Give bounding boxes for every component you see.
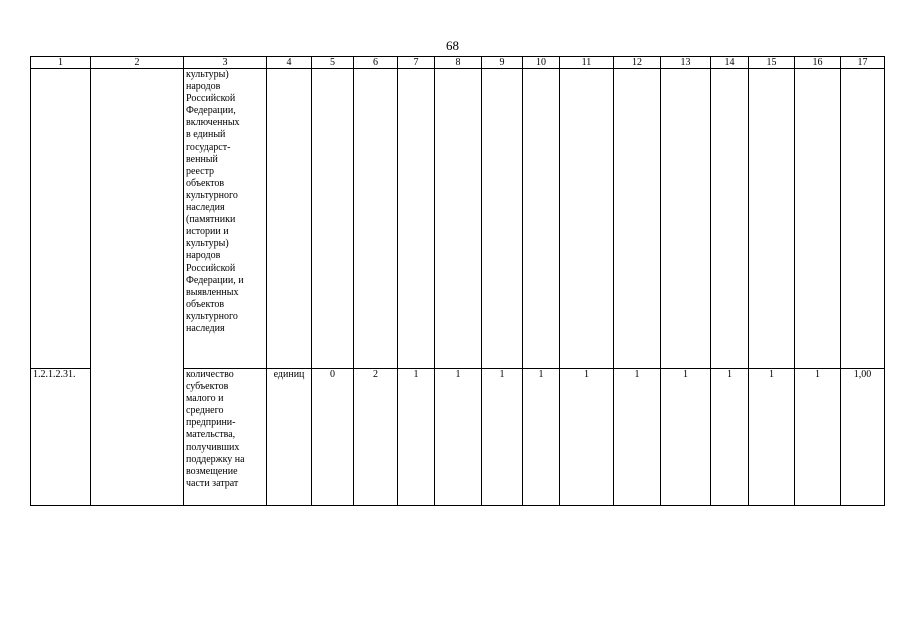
cell-empty [354, 69, 398, 369]
value-cell: 1 [398, 369, 435, 506]
header-cell: 8 [435, 57, 482, 69]
header-cell: 6 [354, 57, 398, 69]
cell-empty [841, 69, 885, 369]
header-cell: 3 [184, 57, 267, 69]
value-cell: 1 [482, 369, 523, 506]
data-table [30, 56, 885, 506]
cell-empty [31, 69, 91, 369]
cell-empty [749, 69, 795, 369]
cell-empty [482, 69, 523, 369]
cell-empty [711, 69, 749, 369]
cell-empty [523, 69, 560, 369]
indicator-text-cell: количество субъектов малого и среднего предприни- мательства, получивших поддержку на возмещение части затрат [184, 369, 267, 506]
cell-empty [435, 69, 482, 369]
table-row [31, 69, 885, 369]
value-cell: 0 [312, 369, 354, 506]
cell-empty [795, 69, 841, 369]
value-cell: 1 [435, 369, 482, 506]
value-cell: 1 [749, 369, 795, 506]
header-cell: 4 [267, 57, 312, 69]
page-number: 68 [446, 38, 459, 53]
header-cell: 15 [749, 57, 795, 69]
cell-empty [614, 69, 661, 369]
unit-cell: единиц [267, 369, 312, 506]
value-cell: 1,00 [841, 369, 885, 506]
header-cell: 10 [523, 57, 560, 69]
value-cell: 1 [711, 369, 749, 506]
header-cell: 7 [398, 57, 435, 69]
cell-empty [398, 69, 435, 369]
header-cell: 16 [795, 57, 841, 69]
header-cell: 2 [91, 57, 184, 69]
value-cell: 2 [354, 369, 398, 506]
header-cell: 13 [661, 57, 711, 69]
row-code-cell: 1.2.1.2.31. [31, 369, 91, 506]
indicator-text-cell: культуры) народов Российской Федерации, включенных в единый государст- венный реестр объектов культурного наследия (памятники истории и культуры) народов Российской Федерации, и выявленных объектов культурного наследия [184, 69, 267, 369]
header-cell: 5 [312, 57, 354, 69]
value-cell: 1 [523, 369, 560, 506]
header-cell: 14 [711, 57, 749, 69]
header-cell: 11 [560, 57, 614, 69]
header-cell: 1 [31, 57, 91, 69]
value-cell: 1 [795, 369, 841, 506]
cell-empty [560, 69, 614, 369]
value-cell: 1 [661, 369, 711, 506]
cell-empty [267, 69, 312, 369]
header-row [31, 57, 885, 69]
cell-empty [312, 69, 354, 369]
header-cell: 17 [841, 57, 885, 69]
cell-empty [661, 69, 711, 369]
value-cell: 1 [614, 369, 661, 506]
header-cell: 9 [482, 57, 523, 69]
header-cell: 12 [614, 57, 661, 69]
cell-empty-merged [91, 69, 184, 506]
value-cell: 1 [560, 369, 614, 506]
